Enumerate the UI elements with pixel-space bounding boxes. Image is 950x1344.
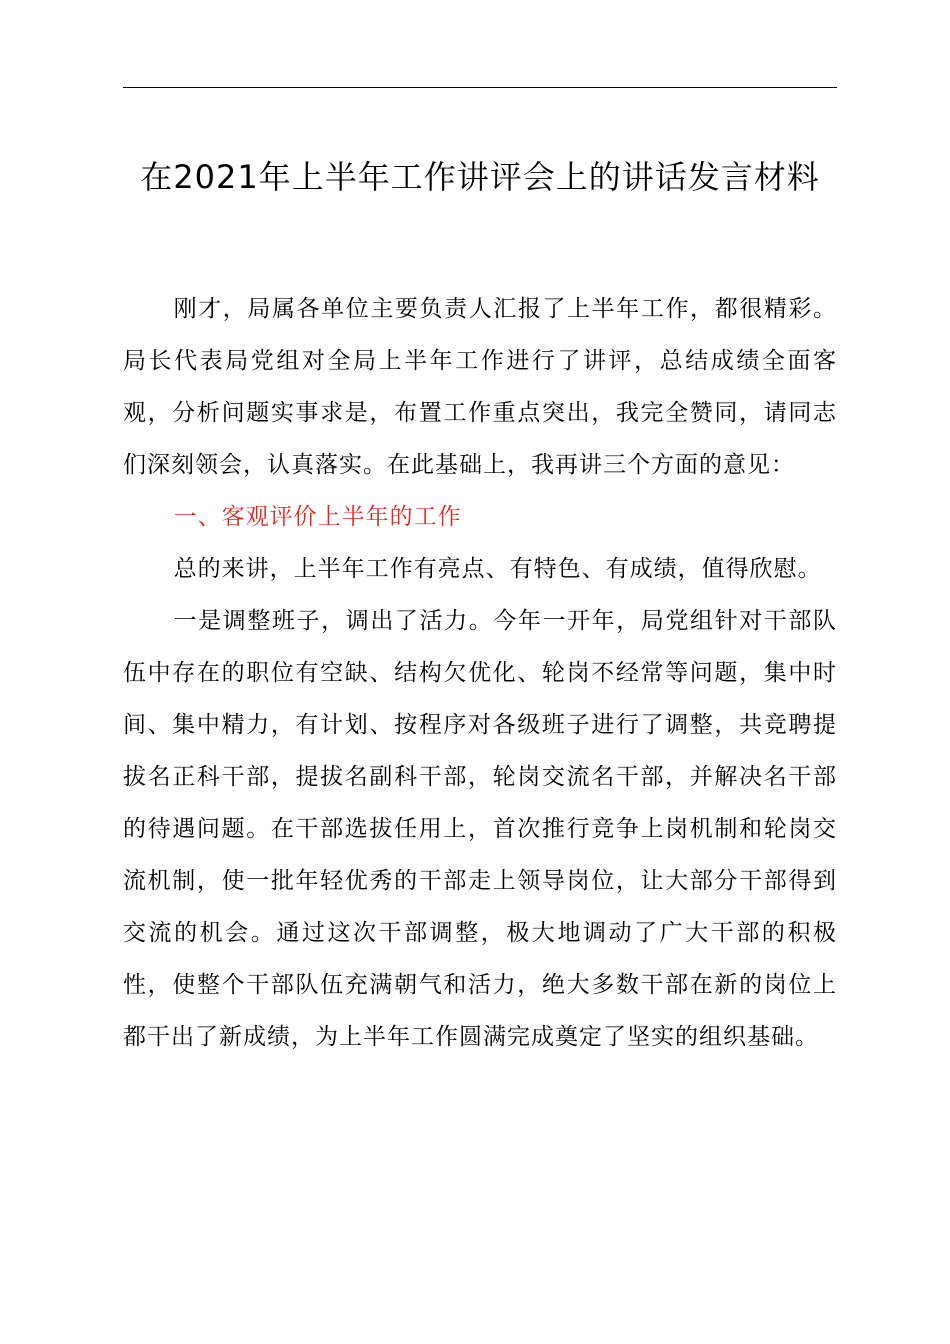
paragraph-point-1: 一是调整班子，调出了活力。今年一开年，局党组针对干部队伍中存在的职位有空缺、结构欠优化、轮岗不经常等问题，集中时间、集中精力，有计划、按程序对各级班子进行了调整，共竞聘提拔名正科干部，提拔名副科干部，轮岗交流名干部，并解决名干部的待遇问题。在干部选拔任用上，首次推行竞争上岗机制和轮岗交流机制，使一批年轻优秀的干部走上领导岗位，让大部分干部得到交流的机会。通过这次干部调整，极大地调动了广大干部的积极性，使整个干部队伍充满朝气和活力，绝大多数干部在新的岗位上都干出了新成绩，为上半年工作圆满完成奠定了坚实的组织基础。 [123, 608, 837, 1050]
section-heading-1: 一、客观评价上半年的工作 [173, 504, 462, 530]
header-rule [123, 87, 837, 88]
document-body [123, 283, 837, 1063]
paragraph-summary: 总的来讲，上半年工作有亮点、有特色、有成绩，值得欣慰。 [173, 556, 822, 582]
document-title: 在2021年上半年工作讲评会上的讲话发言材料 [140, 158, 820, 196]
paragraph-intro: 刚才，局属各单位主要负责人汇报了上半年工作，都很精彩。局长代表局党组对全局上半年工作进行了讲评，总结成绩全面客观，分析问题实事求是，布置工作重点突出，我完全赞同，请同志们深刻领会，认真落实。在此基础上，我再讲三个方面的意见： [123, 296, 837, 478]
